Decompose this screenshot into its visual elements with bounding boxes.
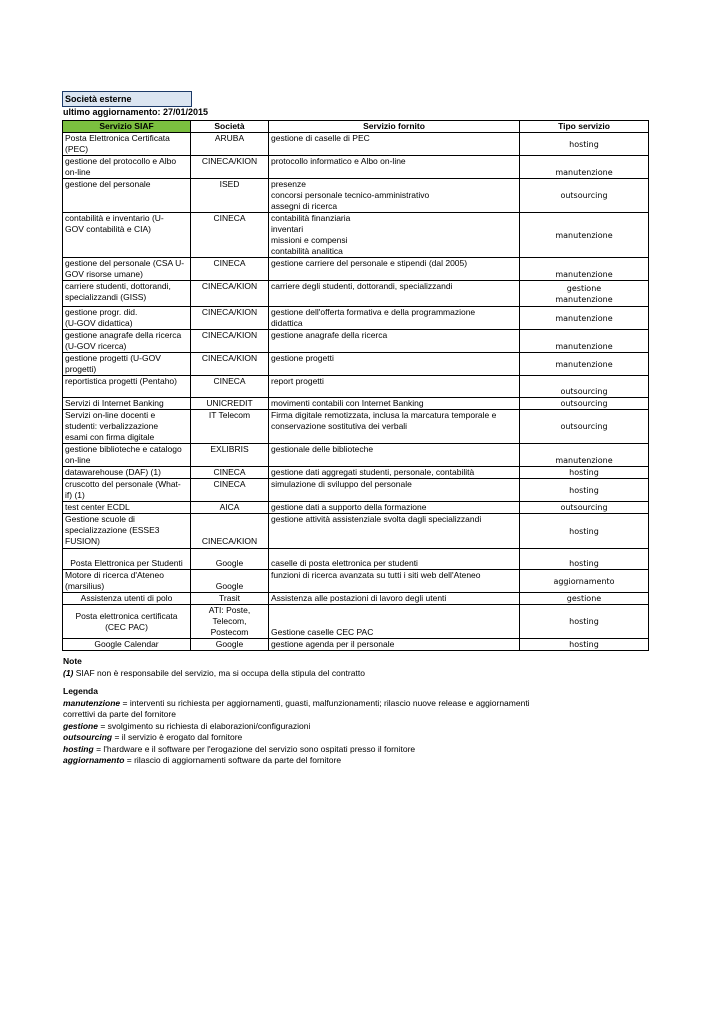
cell-servizio-siaf-line: (CEC PAC) [105,621,148,632]
cell-servizio-fornito [269,502,520,514]
cell-servizio-siaf [63,514,191,549]
table-row [63,502,649,514]
cell-servizio-fornito-line: inventari [271,224,304,234]
table-row [63,549,649,570]
cell-servizio-fornito [269,444,520,467]
cell-societa [191,593,269,605]
cell-servizio-siaf-line: Assistenza utenti di polo [80,593,173,603]
cell-societa-line: Google [215,639,244,649]
cell-servizio-siaf-line: (marsilius) [65,581,105,591]
cell-servizio-fornito-line: conservazione sostitutiva dei verbali [271,421,408,431]
cell-servizio-fornito-line: simulazione di sviluppo del personale [271,479,412,489]
cell-servizio-siaf-line: cruscotto del personale (What- [65,479,181,489]
cell-tipo-servizio [520,593,649,605]
cell-servizio-fornito-line: Firma digitale remotizzata, inclusa la marcatura temporale e [271,410,497,420]
cell-societa-line [193,514,266,525]
legend-item [63,744,533,756]
cell-servizio-fornito [269,593,520,605]
cell-societa-line: Google [215,558,244,568]
cell-societa-line: CINECA [213,258,246,268]
cell-servizio-fornito [269,410,520,444]
cell-tipo-servizio-line: manutenzione [555,359,613,369]
cell-tipo-servizio-line: manutenzione [555,456,613,465]
cell-societa [191,502,269,514]
cell-societa-line: Trasit [219,593,240,603]
cell-servizio-siaf-line: Posta elettronica certificata [75,610,178,621]
cell-servizio-siaf-line: specializzazione (ESSE3 [65,525,160,535]
cell-societa [191,330,269,353]
cell-servizio-siaf [63,444,191,467]
cell-tipo-servizio-line: hosting [569,559,599,568]
table-row [63,133,649,156]
cell-tipo-servizio-line: hosting [569,468,599,477]
cell-servizio-fornito [269,307,520,330]
cell-servizio-siaf-line: Servizi on-line docenti e [65,410,156,420]
cell-servizio-fornito [269,258,520,281]
page-title: Società esterne [62,91,192,107]
cell-societa [191,179,269,213]
cell-servizio-siaf-line: on-line [65,455,91,465]
cell-servizio-fornito-line: gestionale delle biblioteche [271,444,374,454]
table-row [63,281,649,307]
cell-servizio-fornito [269,281,520,307]
cell-servizio-siaf-line: test center ECDL [65,502,130,512]
cell-tipo-servizio [520,514,649,549]
cell-servizio-fornito-line: didattica [271,318,303,328]
cell-societa [191,398,269,410]
cell-servizio-siaf-line: esami con firma digitale [65,432,155,442]
cell-societa [191,570,269,593]
cell-servizio-fornito-line: caselle di posta elettronica per studenti [271,558,418,568]
cell-servizio-siaf [63,307,191,330]
table-row [63,307,649,330]
notes-heading: Note [63,656,82,666]
cell-servizio-siaf [63,353,191,376]
legend-item [63,721,533,733]
cell-servizio-fornito-line: gestione dati a supporto della formazione [271,502,427,512]
cell-societa-line: CINECA [213,467,246,477]
cell-tipo-servizio-line: gestione [566,594,602,603]
cell-servizio-siaf-line: FUSION) [65,536,100,546]
cell-servizio-siaf-line: Google Calendar [94,639,159,649]
cell-servizio-fornito-line: Gestione caselle CEC PAC [271,627,374,637]
cell-societa [191,479,269,502]
table-row [63,156,649,179]
cell-servizio-siaf-line: on-line [65,167,91,177]
cell-servizio-siaf [63,605,191,639]
cell-servizio-fornito [269,639,520,651]
cell-servizio-siaf-line: (U-GOV ricerca) [65,341,127,351]
cell-societa-line: CINECA/KION [201,353,258,363]
cell-societa-line: Postecom [210,627,249,637]
cell-tipo-servizio [520,307,649,330]
table-row [63,258,649,281]
cell-servizio-siaf-line: if) (1) [65,490,85,500]
cell-servizio-fornito-line: gestione anagrafe della ricerca [271,330,388,340]
cell-servizio-fornito-line: missioni e compensi [271,235,348,245]
cell-servizio-siaf [63,281,191,307]
cell-servizio-siaf [63,639,191,651]
cell-servizio-siaf-line: gestione del personale [65,179,151,189]
legend-item [63,698,533,721]
cell-servizio-siaf-line: Posta Elettronica per Studenti [70,558,183,568]
cell-servizio-siaf [63,398,191,410]
cell-societa-line [193,570,266,581]
cell-servizio-siaf-line: datawarehouse (DAF) (1) [65,467,161,477]
column-header-societa: Società [191,121,269,133]
table-header-row [63,121,649,133]
cell-societa-line: CINECA/KION [201,330,258,340]
cell-servizio-fornito [269,479,520,502]
cell-societa-line: UNICREDIT [206,398,253,408]
cell-societa [191,444,269,467]
cell-servizio-siaf-line: Servizi di Internet Banking [65,398,164,408]
cell-servizio-fornito-line: funzioni di ricerca avanzata su tutti i siti web dell'Ateneo [271,570,481,580]
cell-servizio-fornito [269,398,520,410]
cell-servizio-siaf [63,133,191,156]
table-row [63,639,649,651]
cell-tipo-servizio [520,502,649,514]
cell-tipo-servizio-line: hosting [569,485,599,495]
cell-tipo-servizio-line: outsourcing [560,399,608,408]
cell-societa-line: CINECA [213,479,246,489]
cell-servizio-fornito [269,213,520,258]
cell-tipo-servizio-line: manutenzione [555,168,613,177]
cell-servizio-fornito-line: contabilità finanziaria [271,213,351,223]
cell-servizio-fornito-line: gestione dati aggregati studenti, personale, contabilità [271,467,475,477]
note-1-ref: (1) [63,667,74,678]
cell-tipo-servizio [520,179,649,213]
table-row [63,330,649,353]
cell-societa-line: ATI: Poste, [208,605,251,615]
cell-servizio-siaf-line: specializzandi (GISS) [65,292,147,302]
cell-servizio-siaf-line: (U-GOV didattica) [65,318,133,328]
cell-societa [191,514,269,549]
cell-servizio-siaf-line: gestione progetti (U-GOV [65,353,161,363]
table-row [63,376,649,398]
cell-tipo-servizio [520,467,649,479]
cell-tipo-servizio-line: aggiornamento [553,576,615,586]
table-row [63,398,649,410]
legend-term: manutenzione [63,697,121,708]
cell-servizio-siaf-line: (PEC) [65,144,89,154]
cell-servizio-siaf [63,156,191,179]
cell-tipo-servizio-line: manutenzione [555,270,613,279]
table-row [63,570,649,593]
cell-servizio-siaf [63,502,191,514]
cell-societa [191,281,269,307]
cell-tipo-servizio [520,398,649,410]
cell-societa [191,410,269,444]
legend-heading: Legenda [63,686,98,696]
cell-servizio-siaf-line: GOV risorse umane) [65,269,143,279]
cell-servizio-fornito [269,133,520,156]
cell-servizio-siaf-line: gestione del personale (CSA U- [65,258,185,268]
cell-tipo-servizio-line: manutenzione [555,294,613,304]
legend-term: gestione [63,720,98,731]
note-1 [63,668,533,680]
table-row [63,410,649,444]
cell-societa-line: Google [215,581,244,591]
cell-societa [191,258,269,281]
cell-servizio-siaf-line: carriere studenti, dottorandi, [65,281,171,291]
cell-servizio-fornito [269,570,520,593]
cell-tipo-servizio [520,444,649,467]
legend-item [63,732,533,744]
cell-societa-line: ARUBA [214,133,245,143]
cell-societa [191,213,269,258]
table-row [63,605,649,639]
cell-tipo-servizio [520,258,649,281]
cell-societa-line: IT Telecom [208,410,251,420]
cell-societa [191,376,269,398]
cell-tipo-servizio-line: gestione [566,283,602,293]
legend-definition: = il servizio è erogato dal fornitore [114,732,243,742]
cell-servizio-siaf [63,410,191,444]
cell-tipo-servizio [520,133,649,156]
cell-tipo-servizio-line: outsourcing [560,387,608,396]
cell-servizio-siaf-line: gestione del protocollo e Albo [65,156,177,166]
cell-servizio-siaf-line: Gestione scuole di [65,514,135,524]
cell-tipo-servizio [520,410,649,444]
legend-definition: = svolgimento su richiesta di elaborazioni/configurazioni [100,720,311,731]
table-row [63,179,649,213]
column-header-servizio-fornito: Servizio fornito [269,121,520,133]
cell-servizio-fornito-line: movimenti contabili con Internet Banking [271,398,424,408]
cell-servizio-fornito-line: assegni di ricerca [271,201,338,211]
cell-servizio-fornito-line: gestione dell'offerta formativa e della programmazione [271,307,476,317]
cell-servizio-siaf-line: gestione progr. did. [65,307,138,317]
legend-term: hosting [63,743,94,754]
cell-societa [191,133,269,156]
cell-servizio-siaf [63,570,191,593]
cell-servizio-fornito-line: report progetti [271,376,324,386]
cell-servizio-siaf-line: reportistica progetti (Pentaho) [65,376,177,386]
cell-societa-line: CINECA [213,213,246,223]
cell-tipo-servizio-line: outsourcing [560,503,608,512]
cell-servizio-siaf [63,258,191,281]
table-row [63,467,649,479]
cell-servizio-fornito [269,514,520,549]
cell-servizio-fornito [269,467,520,479]
cell-servizio-siaf-line: gestione biblioteche e catalogo [65,444,182,454]
cell-societa-line: CINECA/KION [201,307,258,317]
cell-societa [191,467,269,479]
cell-tipo-servizio-line: hosting [569,617,599,626]
column-header-servizio-siaf: Servizio SIAF [63,121,191,133]
cell-servizio-siaf-line: studenti: verbalizzazione [65,421,159,431]
cell-societa-line: AICA [219,502,240,512]
cell-servizio-siaf-line: contabilità e inventario (U- [65,213,164,223]
cell-societa [191,639,269,651]
legend-definition: = interventi su richiesta per aggiornamenti, guasti, malfunzionamenti; rilascio nuove release e aggiornamenti correttivi da parte del fornitore [63,697,530,719]
cell-tipo-servizio [520,376,649,398]
table-row [63,353,649,376]
cell-servizio-fornito-line: gestione progetti [271,353,334,363]
cell-servizio-siaf [63,593,191,605]
legend-definition: = rilascio di aggiornamenti software da parte del fornitore [126,755,342,765]
cell-tipo-servizio [520,330,649,353]
cell-servizio-siaf-line: progetti) [65,364,97,374]
cell-tipo-servizio [520,570,649,593]
cell-tipo-servizio [520,281,649,307]
cell-servizio-siaf [63,479,191,502]
cell-societa [191,549,269,570]
cell-servizio-siaf [63,330,191,353]
cell-servizio-siaf-line: Motore di ricerca d'Ateneo [65,570,164,580]
cell-servizio-fornito [269,549,520,570]
cell-societa [191,307,269,330]
cell-tipo-servizio [520,479,649,502]
cell-societa [191,605,269,639]
column-header-tipo-servizio: Tipo servizio [520,121,649,133]
services-table [62,120,649,651]
cell-servizio-siaf-line: gestione anagrafe della ricerca [65,330,182,340]
notes-section [63,656,533,767]
cell-societa-line: CINECA/KION [201,536,258,546]
legend-term: aggiornamento [63,755,125,765]
cell-societa-line: ISED [219,179,240,189]
note-1-text: SIAF non è responsabile del servizio, ma si occupa della stipula del contratto [75,667,365,678]
cell-servizio-fornito-line: Assistenza alle postazioni di lavoro degli utenti [271,593,447,603]
table-row [63,444,649,467]
cell-tipo-servizio-line: hosting [569,640,599,649]
cell-servizio-siaf [63,179,191,213]
cell-servizio-fornito-line: gestione attività assistenziale svolta dagli specializzandi [271,514,482,524]
table-row [63,213,649,258]
cell-servizio-fornito-line: concorsi personale tecnico-amministrativo [271,190,430,200]
cell-servizio-fornito [269,376,520,398]
cell-servizio-siaf [63,549,191,570]
cell-tipo-servizio-line: hosting [569,139,599,149]
table-row [63,593,649,605]
cell-servizio-fornito-line: protocollo informatico e Albo on-line [271,156,406,166]
cell-tipo-servizio-line: hosting [569,526,599,536]
cell-tipo-servizio [520,353,649,376]
cell-tipo-servizio-line: manutenzione [555,313,613,323]
cell-servizio-fornito [269,330,520,353]
cell-servizio-siaf [63,213,191,258]
cell-tipo-servizio-line: manutenzione [555,230,613,240]
cell-societa-line: CINECA [213,376,246,386]
table-row [63,479,649,502]
cell-servizio-fornito-line: gestione di caselle di PEC [271,133,370,143]
legend-item [63,755,533,767]
cell-tipo-servizio-line: outsourcing [560,191,608,200]
cell-servizio-fornito-line: gestione carriere del personale e stipendi (dal 2005) [271,258,468,268]
cell-tipo-servizio [520,605,649,639]
cell-servizio-siaf [63,376,191,398]
legend-definition: = l'hardware e il software per l'erogazione del servizio sono ospitati presso il fornitore [96,743,416,754]
cell-tipo-servizio [520,213,649,258]
cell-societa-line: Telecom, [212,616,247,626]
cell-tipo-servizio [520,156,649,179]
cell-servizio-fornito [269,605,520,639]
cell-societa-line: EXLIBRIS [210,444,249,454]
cell-servizio-fornito-line: presenze [271,179,306,189]
cell-servizio-siaf-line: Posta Elettronica Certificata [65,133,170,143]
last-updated-label: ultimo aggiornamento: 27/01/2015 [63,107,209,117]
cell-servizio-siaf-line: GOV contabilità e CIA) [65,224,151,234]
cell-servizio-fornito-line: contabilità analitica [271,246,343,256]
cell-societa-line: CINECA/KION [201,281,258,291]
cell-societa [191,353,269,376]
cell-societa-line: CINECA/KION [201,156,258,166]
cell-servizio-fornito [269,179,520,213]
cell-tipo-servizio [520,639,649,651]
table-row [63,514,649,549]
cell-servizio-fornito [269,156,520,179]
cell-societa-line [193,525,266,536]
cell-servizio-fornito-line: gestione agenda per il personale [271,639,395,649]
cell-tipo-servizio-line: manutenzione [555,342,613,351]
cell-servizio-fornito-line: carriere degli studenti, dottorandi, specializzandi [271,281,453,291]
cell-tipo-servizio-line: outsourcing [560,422,608,431]
cell-servizio-fornito [269,353,520,376]
cell-tipo-servizio [520,549,649,570]
cell-servizio-siaf [63,467,191,479]
legend-term: outsourcing [63,732,113,742]
cell-societa [191,156,269,179]
